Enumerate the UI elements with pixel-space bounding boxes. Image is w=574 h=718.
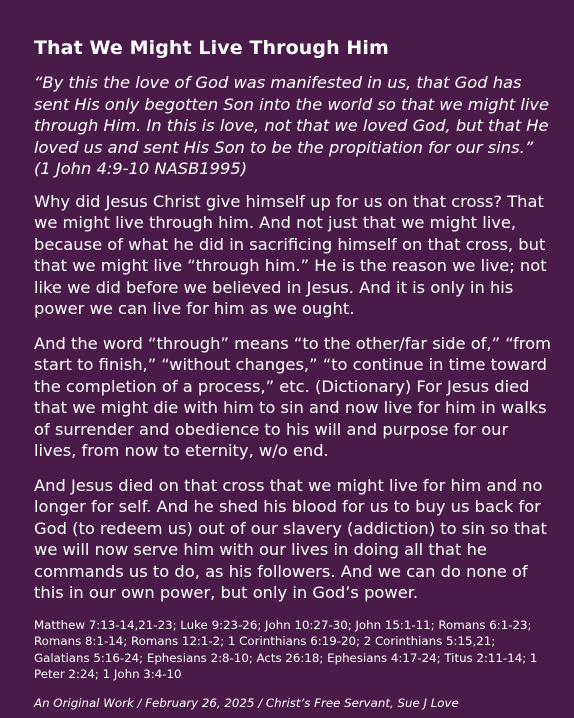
paragraph-3: And Jesus died on that cross that we might live for him and no longer for self. And he shed his blood for us to buy us back for God (to redeem us) out of our slavery (addiction) to sin so that we will now serve him with our lives in doing all that he commands us to do, as his followers. And we can do none of this in our own power, but only in God’s power. [34,475,547,602]
page-title: That We Might Live Through Him [34,37,389,59]
scripture-references: Matthew 7:13-14,21-23; Luke 9:23-26; John 10:27-30; John 15:1-11; Romans 6:1-23; Romans 8:1-14; Romans 12:1-2; 1 Corinthians 6:19-20; 2 Corinthians 5:15,21; Galatians 5:16-24; Ephesians 2:8-10; Acts 26:18; Ephesians 4:17-24; Titus 2:11-14; 1 Peter 2:24; 1 John 3:4-10 [34,617,538,681]
scripture-quote: “By this the love of God was manifested in us, that God has sent His only begotten Son into the world so that we might live through Him. In this is love, not that we loved God, but that He loved us and sent His Son to be the propitiation for our sins.” (1 John 4:9-10 NASB1995) [34,73,550,178]
paragraph-1: Why did Jesus Christ give himself up for us on that cross? That we might live through him. And not just that we might live, because of what he did in sacrificing himself on that cross, but that we might live “through him.” He is the reason we live; not like we did before we believed in Jesus. And it is only in his power we can live for him as we ought. [34,191,547,318]
author-credit: An Original Work / February 26, 2025 / Christ’s Free Servant, Sue J Love [34,695,459,710]
paragraph-2: And the word “through” means “to the other/far side of,” “from start to finish,” “without changes,” “to continue in time toward the completion of a process,” etc. (Dictionary) For Jesus died that we might die with him to sin and now live for him in walks of surrender and obedience to his will and purpose for our lives, from now to eternity, w/o end. [34,333,551,460]
